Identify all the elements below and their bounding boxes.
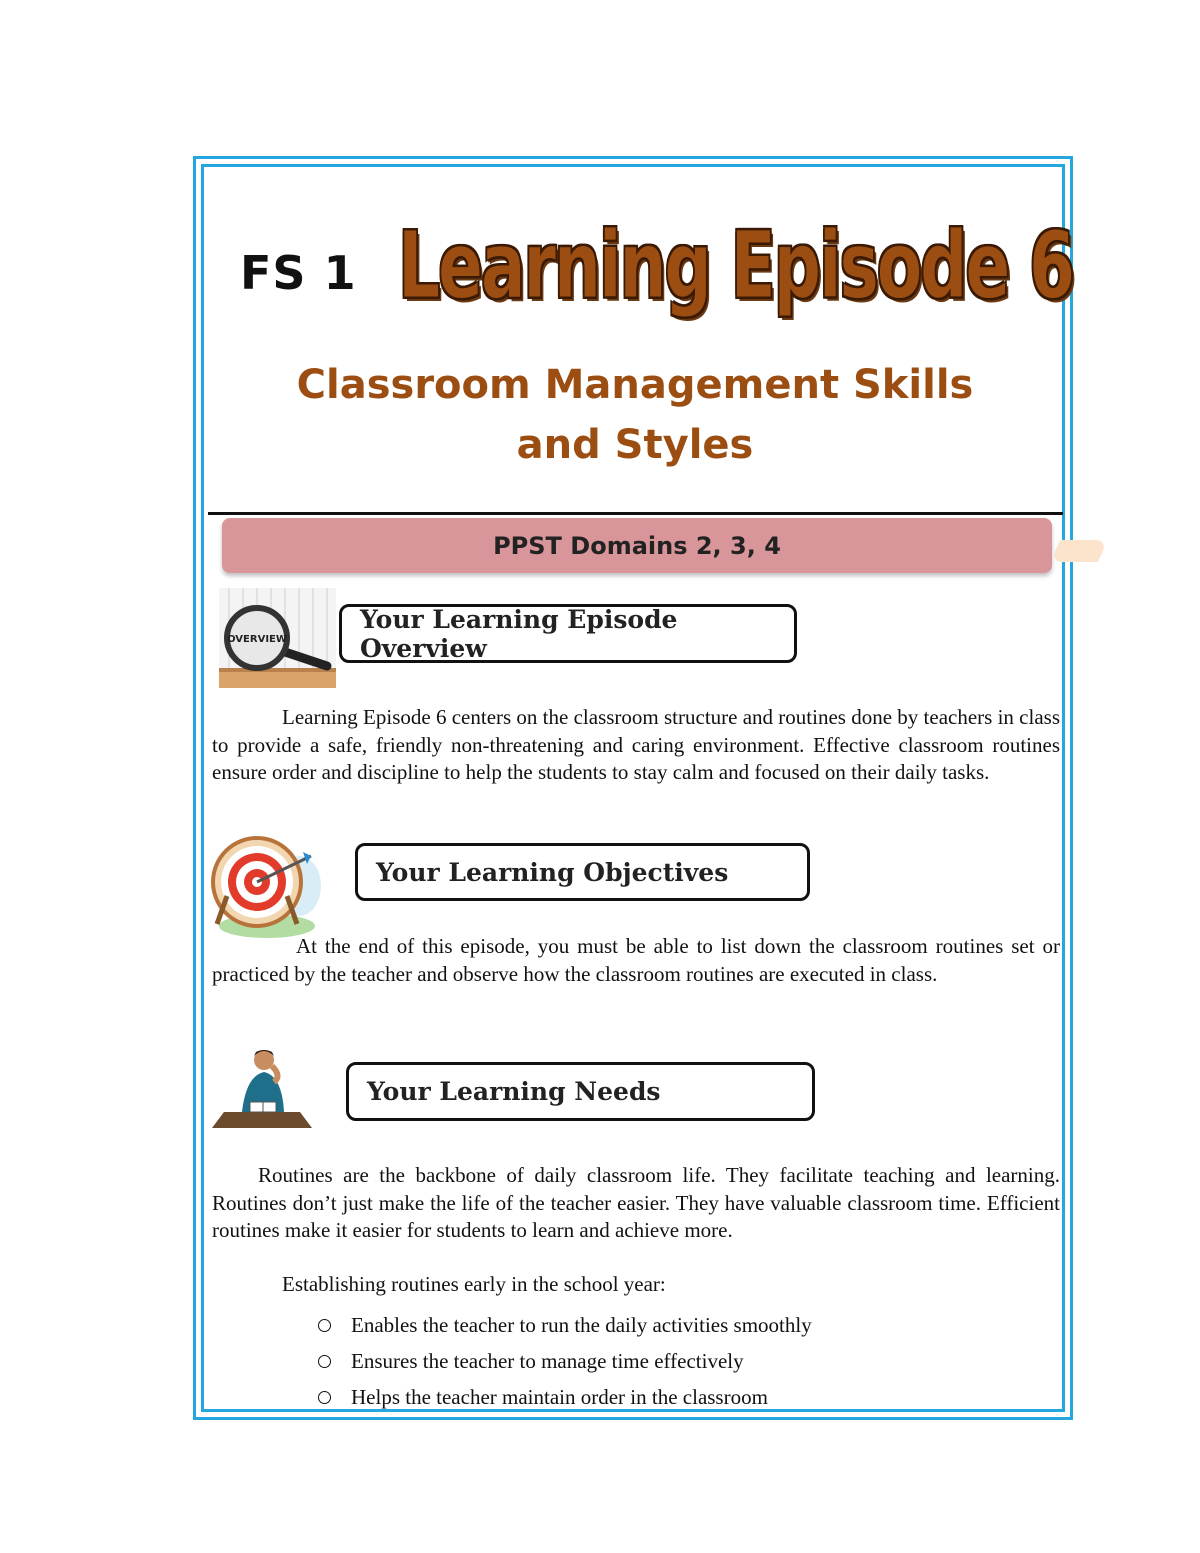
overview-text: Learning Episode 6 centers on the classroom structure and routines done by teachers in class to provide a safe, friendly non-threatening and caring environment. Effective classroom routines ensure order and discipline to help the students to stay calm and focused on their daily tasks. <box>212 705 1060 784</box>
magnifying-glass-icon <box>219 588 336 688</box>
decorative-swoosh <box>1050 540 1108 562</box>
title-divider <box>208 512 1063 515</box>
circle-bullet-icon <box>318 1319 331 1332</box>
needs-text: Routines are the backbone of daily classroom life. They facilitate teaching and learning. Routines don’t just make the life of the teacher easier. They have valuable classroom time. Efficient routines make it easier for students to learn and achieve more. <box>212 1163 1060 1242</box>
objectives-paragraph <box>212 933 1060 988</box>
overview-paragraph <box>212 704 1060 787</box>
list-item-text: Helps the teacher maintain order in the classroom <box>351 1385 768 1409</box>
overview-heading-box <box>339 604 797 663</box>
ppst-domains-banner <box>222 518 1052 573</box>
overview-icon-label: OVERVIEW <box>227 634 287 645</box>
objectives-heading-box <box>355 843 810 901</box>
list-item-text: Ensures the teacher to manage time effectively <box>351 1349 744 1373</box>
circle-bullet-icon <box>318 1391 331 1404</box>
overview-heading: Your Learning Episode Overview <box>360 604 678 663</box>
subtitle-line-1: Classroom Management Skills <box>296 362 974 408</box>
subtitle-line-2: and Styles <box>516 422 754 468</box>
routines-list <box>318 1307 812 1415</box>
circle-bullet-icon <box>318 1355 331 1368</box>
objectives-text: At the end of this episode, you must be able to list down the classroom routines set or practiced by the teacher and observe how the classroom routines are executed in class. <box>212 934 1060 986</box>
ppst-domains-label: PPST Domains 2, 3, 4 <box>493 531 781 560</box>
routines-list-intro: Establishing routines early in the school year: <box>282 1272 666 1296</box>
target-icon <box>207 826 325 941</box>
list-item <box>318 1379 812 1415</box>
fs-label: FS 1 <box>240 246 357 300</box>
needs-heading-box <box>346 1062 815 1121</box>
list-item <box>318 1307 812 1343</box>
needs-paragraph <box>212 1162 1060 1245</box>
episode-title: Learning Episode 6 <box>398 212 1073 319</box>
list-item <box>318 1343 812 1379</box>
objectives-heading: Your Learning Objectives <box>376 857 729 887</box>
list-item-text: Enables the teacher to run the daily activities smoothly <box>351 1313 812 1337</box>
reading-person-icon <box>212 1046 312 1130</box>
needs-heading: Your Learning Needs <box>367 1077 661 1106</box>
